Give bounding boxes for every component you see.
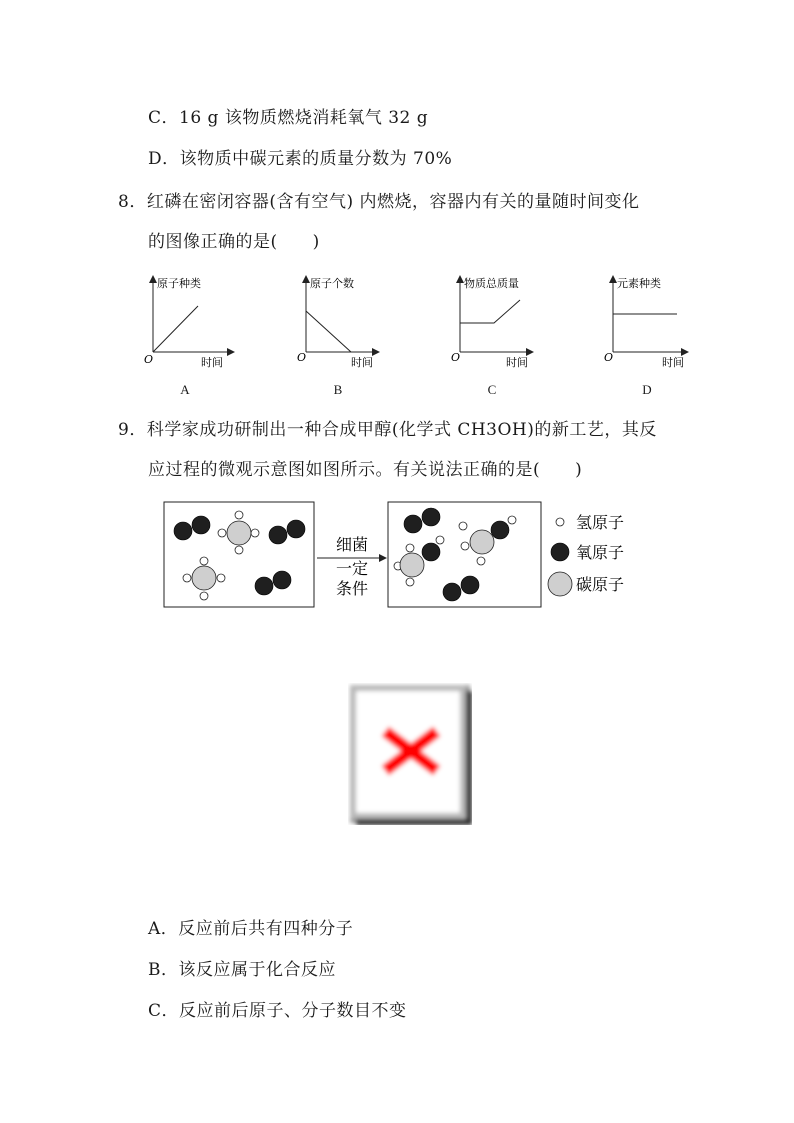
legend-hydrogen-label: 氢原子 bbox=[576, 513, 625, 532]
graph-d-origin: O bbox=[604, 351, 614, 364]
graph-c-origin: O bbox=[451, 351, 461, 364]
graph-c-letter: C bbox=[487, 382, 497, 397]
broken-image-icon bbox=[348, 683, 472, 825]
q8-stem-line2: 的图像正确的是( ) bbox=[148, 232, 320, 252]
arrow-label-line3: 条件 bbox=[335, 579, 369, 598]
graph-a-xlabel: 时间 bbox=[201, 356, 223, 369]
q9-option-c: C．反应前后原子、分子数目不变 bbox=[148, 1001, 407, 1021]
legend-oxygen-label: 氧原子 bbox=[576, 543, 625, 562]
graph-c bbox=[447, 268, 597, 403]
graph-a-ylabel: 原子种类 bbox=[157, 277, 201, 290]
graph-b-origin: O bbox=[297, 351, 307, 364]
legend-carbon-label: 碳原子 bbox=[576, 575, 625, 594]
q9-stem-line2: 应过程的微观示意图如图所示。有关说法正确的是( ) bbox=[148, 460, 583, 480]
legend-oxygen-swatch bbox=[551, 543, 569, 561]
q9-option-a: A．反应前后共有四种分子 bbox=[148, 919, 354, 939]
q7-option-d: D．该物质中碳元素的质量分数为 70% bbox=[148, 149, 453, 169]
legend bbox=[548, 513, 624, 596]
graph-b bbox=[293, 268, 443, 403]
legend-hydrogen-swatch bbox=[556, 518, 564, 526]
arrow-label-line2: 一定 bbox=[335, 559, 369, 578]
graph-b-curve bbox=[306, 311, 351, 352]
legend-carbon-swatch bbox=[548, 572, 572, 596]
graph-d-ylabel: 元素种类 bbox=[617, 277, 661, 290]
graph-b-ylabel: 原子个数 bbox=[310, 277, 354, 290]
graph-a-curve bbox=[153, 306, 198, 352]
reaction-diagram bbox=[162, 500, 642, 612]
graph-c-ylabel: 物质总质量 bbox=[464, 277, 519, 290]
graph-a bbox=[140, 268, 290, 403]
q8-stem-line1: 8．红磷在密闭容器(含有空气) 内燃烧，容器内有关的量随时间变化 bbox=[118, 192, 640, 212]
graph-d bbox=[600, 268, 750, 403]
graph-b-letter: B bbox=[333, 382, 343, 397]
q7-option-c: C．16 g 该物质燃烧消耗氧气 32 g bbox=[148, 108, 429, 128]
graph-a-origin: O bbox=[144, 353, 154, 366]
q9-option-b: B．该反应属于化合反应 bbox=[148, 960, 336, 980]
graph-c-curve bbox=[460, 300, 520, 323]
graph-d-letter: D bbox=[642, 382, 652, 397]
graph-a-letter: A bbox=[180, 382, 190, 397]
q9-stem-line1: 9．科学家成功研制出一种合成甲醇(化学式 CH3OH)的新工艺，其反 bbox=[118, 420, 657, 440]
graph-c-xlabel: 时间 bbox=[506, 356, 528, 369]
graph-b-xlabel: 时间 bbox=[351, 356, 373, 369]
arrow-label-line1: 细菌 bbox=[335, 535, 369, 554]
graph-d-xlabel: 时间 bbox=[662, 356, 684, 369]
